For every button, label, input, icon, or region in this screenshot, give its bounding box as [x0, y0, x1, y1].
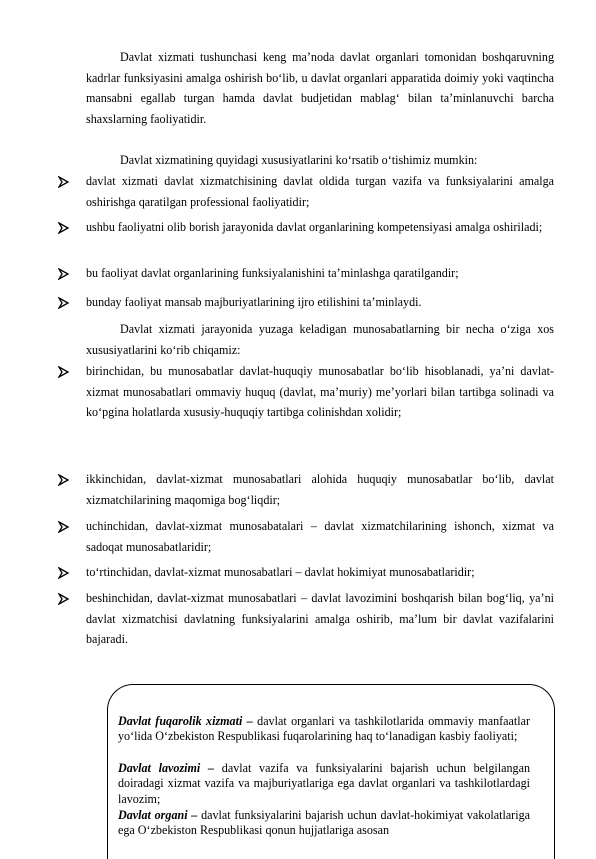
arrow-bullet-icon: [58, 474, 70, 486]
list-item: to‘rtinchidan, davlat-xizmat munosabatlari – davlat hokimiyat munosabatlaridir;: [86, 565, 475, 579]
definition-text: davlat vazifa va funksiyalarini bajarish uchun belgilangan doiradagi xizmat vazifa va majburiyatlariga ega davlat organlari va tashkilotlardagi lavozim;: [118, 761, 531, 806]
arrow-bullet-icon: [58, 268, 70, 280]
features-intro: Davlat xizmatining quyidagi xususiyatlarini ko‘rsatib o‘tishimiz mumkin:: [120, 153, 478, 167]
definition-term: Davlat organi –: [118, 808, 198, 822]
definition-item: [118, 808, 530, 839]
relations-intro: Davlat xizmati jarayonida yuzaga keladigan munosabatlarning bir necha o‘ziga xos xususiyatlarini ko‘rib chiqamiz:: [86, 322, 554, 357]
arrow-bullet-icon: [58, 521, 70, 533]
arrow-bullet-icon: [58, 567, 70, 579]
arrow-bullet-icon: [58, 222, 70, 234]
definition-text: davlat funksiyalarini bajarish uchun davlat-hokimiyat vakolatlariga ega O‘zbekiston Respublikasi qonun hujjatlariga asosan: [118, 808, 530, 838]
list-item: bunday faoliyat mansab majburiyatlarining ijro etilishini ta’minlaydi.: [86, 295, 422, 309]
arrow-bullet-icon: [58, 297, 70, 309]
definition-term: Davlat fuqarolik xizmati –: [118, 714, 253, 728]
list-item: bu faoliyat davlat organlarining funksiyalanishini ta’minlashga qaratilgandir;: [86, 266, 459, 280]
list-item: uchinchidan, davlat-xizmat munosabatalari – davlat xizmatchilarining ishonch, xizmat va sadoqat munosabatlaridir;: [86, 519, 554, 554]
intro-paragraph: Davlat xizmati tushunchasi keng ma’noda davlat organlari tomonidan boshqaruvning kadrlar funksiyasini amalga oshirish bo‘lib, u davlat organlari apparatida doimiy yoki vaqtincha mansabni egallab turgan hamda davlat budjetidan mablag‘ bilan ta’minlanuvchi barcha shaxslarning faoliyatidir.: [86, 50, 554, 126]
list-item: davlat xizmati davlat xizmatchisining davlat oldida turgan vazifa va funksiyalarini amalga oshirishga qaratilgan professional faoliyatidir;: [86, 174, 554, 209]
list-item: ikkinchidan, davlat-xizmat munosabatlari alohida huquqiy munosabatlar bo‘lib, davlat xizmatchilarining maqomiga bog‘liqdir;: [86, 472, 554, 507]
definition-term: Davlat lavozimi –: [118, 761, 215, 775]
list-item: ushbu faoliyatni olib borish jarayonida davlat organlarining kompetensiyasi amalga oshiriladi;: [86, 220, 543, 234]
arrow-bullet-icon: [58, 366, 70, 378]
arrow-bullet-icon: [58, 176, 70, 188]
definition-text: davlat organlari va tashkilotlarida ommaviy manfaatlar yo‘lida O‘zbekiston Respublikasi fuqarolarining haq to‘lanadigan kasbiy faoliyati;: [118, 714, 531, 744]
list-item: beshinchidan, davlat-xizmat munosabatlari – davlat lavozimini boshqarish bilan bog‘liq, ya’ni davlat xizmatchisi davlatning funksiyalarini amalga oshirib, ma’lum bir davlat vazifalarini bajaradi.: [86, 591, 554, 647]
list-item: birinchidan, bu munosabatlar davlat-huquqiy munosabatlar bo‘lib hisoblanadi, ya’ni davlat-xizmat munosabatlari ommaviy huquq (davlat, ma’muriy) me’yorlari bilan tartibga solinadi va ko‘pgina holatlarda xususiy-huquqiy tartibga colinishdan xolidir;: [86, 364, 554, 420]
definition-item: [118, 714, 530, 745]
arrow-bullet-icon: [58, 593, 70, 605]
definition-item: [118, 761, 530, 807]
